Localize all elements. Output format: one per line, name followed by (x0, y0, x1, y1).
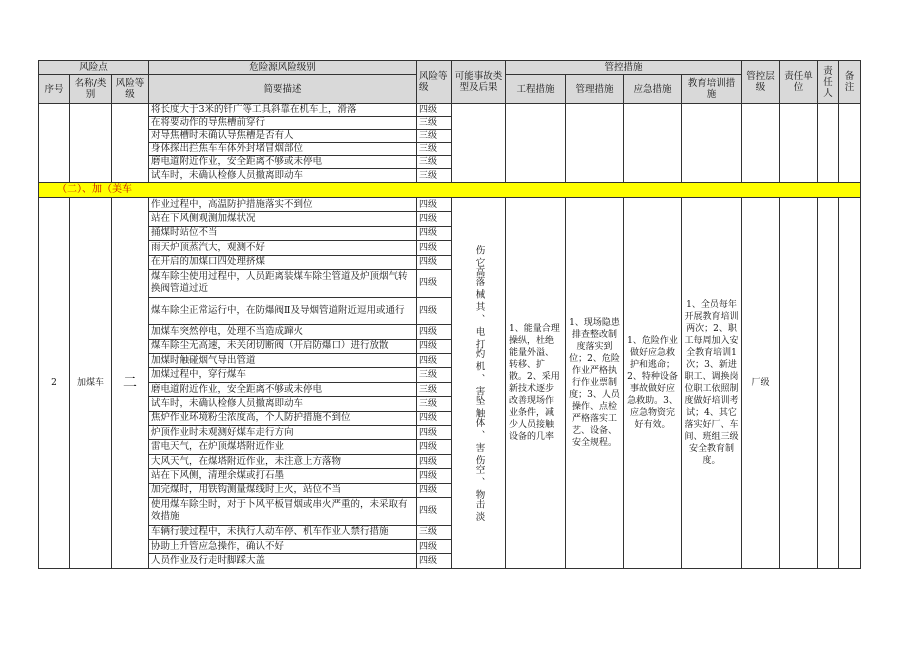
row-level: 三级 (417, 525, 452, 539)
row-level: 四级 (417, 554, 452, 569)
col-seq: 序号 (39, 75, 70, 104)
section-title-row (39, 183, 861, 198)
responsible-person-cell (818, 198, 839, 569)
row-level: 三级 (417, 169, 452, 183)
row-level: 三级 (417, 117, 452, 130)
row-level: 四级 (417, 354, 452, 368)
row-level: 四级 (417, 297, 452, 325)
col-risk-grade: 风险等级 (417, 61, 452, 104)
row-level: 四级 (417, 411, 452, 425)
row-desc: 加煤过程中，穿行煤车 (149, 368, 417, 382)
col-risk-level: 风险等级 (112, 75, 149, 104)
training-cell: 1、全员每年开展教育培训两次；2、职工每周加入安全教育培训1次；3、新进职工、调换岗位职工依照制度做好培训考试；4、其它落实好厂、车间、班组三级安全教育制度。 (682, 198, 742, 569)
row-desc: 煤车除尘正常运行中，在防爆阀Ⅱ及导烟管道附近逗用或通行 (149, 297, 417, 325)
row-level: 四级 (417, 454, 452, 468)
row-desc: 煤车除尘无高速，未关闭切断阀（开启防爆口）进行放散 (149, 339, 417, 353)
col-responsible-unit: 责任单位 (780, 61, 818, 104)
col-brief: 简要描述 (149, 75, 417, 104)
row-desc: 焦炉作业环境粉尘浓度高，个人防护措施不到位 (149, 411, 417, 425)
row-desc: 人员作业及行走时脚踩大盖 (149, 554, 417, 569)
row-desc: 在开启的加煤口四处理挤煤 (149, 255, 417, 269)
row-level: 四级 (417, 212, 452, 226)
col-control-level: 管控层级 (742, 61, 780, 104)
row-desc: 加煤时触碰烟气导出管道 (149, 354, 417, 368)
row-level: 四级 (417, 255, 452, 269)
row-level: 三级 (417, 382, 452, 396)
remarks-cell (839, 198, 861, 569)
col-management: 管理措施 (566, 75, 624, 104)
col-control-measures: 管控措施 (506, 61, 742, 75)
emergency-cell: 1、危险作业做好应急救护和逃命；2、特种设备事故做好应急救助。3、应急物资完好有效。 (624, 198, 682, 569)
row-desc: 煤车除尘使用过程中，人员距离装煤车除尘管道及炉顶烟气转换阀管道过近 (149, 269, 417, 297)
col-remarks: 备注 (839, 61, 861, 104)
seq-cell: 2 (39, 198, 70, 569)
row-desc: 磨电道附近作业，安全距离不够或未停电 (149, 382, 417, 396)
row-desc: 站在下风侧，清理余煤或打石墨 (149, 469, 417, 483)
row-level: 四级 (417, 269, 452, 297)
row-level: 三级 (417, 368, 452, 382)
management-cell: 1、现场隐患排查整改制度落实到位；2、危险作业严格执行作业票制度；3、人员操作、点检严格落实工艺、设备、安全规程。 (566, 198, 624, 569)
row-desc: 加煤车突然停电，处理不当造成蹿火 (149, 325, 417, 339)
row-level: 四级 (417, 497, 452, 525)
row-level: 四级 (417, 483, 452, 497)
row-level: 四级 (417, 426, 452, 440)
risk-table (38, 60, 861, 569)
row-level: 三级 (417, 130, 452, 143)
row-level: 三级 (417, 143, 452, 156)
col-training: 教育培训措施 (682, 75, 742, 104)
row-desc: 身体探出拦焦车车体外封堵冒烟部位 (149, 143, 417, 156)
table-row (39, 198, 861, 212)
risk-table-sheet (38, 60, 861, 569)
row-desc: 雨天炉顶蒸汽大，观测不好 (149, 241, 417, 255)
row-desc: 作业过程中，高温防护措施落实不到位 (149, 198, 417, 212)
control-level-cell: 厂级 (742, 198, 780, 569)
engineering-cell: 1、能量合理操纵，杜绝能量外溢、转移、扩散。2、采用新技术逐步改善现场作业条件，减少人员接触设备的几率 (506, 198, 566, 569)
row-desc: 炉顶作业时未观测好煤车走行方向 (149, 426, 417, 440)
row-desc: 协助上升管应急操作，确认不好 (149, 540, 417, 554)
name-cell: 加煤车 (70, 198, 112, 569)
row-level: 四级 (417, 241, 452, 255)
risk-level-cell: 二 (112, 198, 149, 569)
row-desc: 捅煤时站位不当 (149, 226, 417, 240)
row-level: 四级 (417, 325, 452, 339)
accident-type-cell: 伤 它高落 械 其 、 电 打灼 机 、 害坠 触体 、 害 伤空 、 物击 淡 (473, 244, 485, 522)
row-level: 四级 (417, 540, 452, 554)
row-desc: 站在下风侧观测加煤状况 (149, 212, 417, 226)
row-level: 四级 (417, 469, 452, 483)
row-desc: 在将要动作的导焦槽前穿行 (149, 117, 417, 130)
row-desc: 磨电道附近作业，安全距离不够或未停电 (149, 156, 417, 169)
row-desc: 使用煤车除尘时，对于卜风平板冒烟或串火严重的，未采取有效措施 (149, 497, 417, 525)
col-name-category: 名称/类别 (70, 75, 112, 104)
row-desc: 车辆行驶过程中，未执行人动车停、机车作业人禁行措施 (149, 525, 417, 539)
col-risk-point: 风险点 (39, 61, 149, 75)
header-row-1 (39, 61, 861, 75)
row-level: 三级 (417, 156, 452, 169)
row-desc: 将长度大于3米的钎广等工具斜靠在机车上，滑落 (149, 104, 417, 117)
row-desc: 对导焦槽时未确认导焦槽是否有人 (149, 130, 417, 143)
row-desc: 雷电天气，在炉顶煤塔附近作业 (149, 440, 417, 454)
row-desc: 大风天气，在煤塔附近作业，未注意上方落物 (149, 454, 417, 468)
row-level: 四级 (417, 226, 452, 240)
col-hazard-level: 危险源风险级别 (149, 61, 417, 75)
table-row (39, 104, 861, 117)
section-title: （二）、加（美车 (39, 183, 861, 198)
row-desc: 试车时，未确认检修人员撤离即动车 (149, 169, 417, 183)
row-level: 四级 (417, 339, 452, 353)
responsible-unit-cell (780, 198, 818, 569)
row-level: 四级 (417, 440, 452, 454)
row-level: 三级 (417, 397, 452, 411)
row-level: 四级 (417, 104, 452, 117)
col-engineering: 工程措施 (506, 75, 566, 104)
row-desc: 加完煤时，用铁钩测量煤线时上火，站位不当 (149, 483, 417, 497)
row-desc: 试车时，未确认检修人员撤离即动车 (149, 397, 417, 411)
col-accident-type: 可能事故类型及后果 (452, 61, 506, 104)
col-responsible-person: 责任人 (818, 61, 839, 104)
col-emergency: 应急措施 (624, 75, 682, 104)
row-level: 四级 (417, 198, 452, 212)
